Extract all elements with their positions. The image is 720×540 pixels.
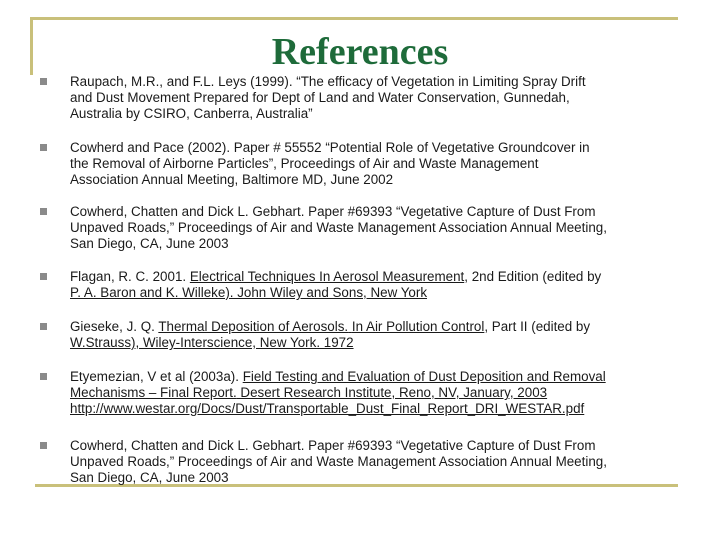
- reference-line: Australia by CSIRO, Canberra, Australia”: [70, 106, 313, 121]
- reference-line: [70, 269, 690, 285]
- reference-line: W.Strauss), Wiley-Interscience, New York. 1972: [70, 335, 354, 350]
- reference-item: [70, 269, 690, 301]
- bullet-icon: [40, 323, 47, 330]
- reference-item: [70, 369, 690, 417]
- bullet-icon: [40, 442, 47, 449]
- reference-text: , 2nd Edition (edited by: [464, 269, 602, 284]
- reference-line: Cowherd, Chatten and Dick L. Gebhart. Paper #69393 “Vegetative Capture of Dust From: [70, 438, 596, 453]
- reference-text: Flagan, R. C. 2001.: [70, 269, 190, 284]
- book-title: Electrical Techniques In Aerosol Measurement: [189, 269, 465, 284]
- bullet-icon: [40, 78, 47, 85]
- chapter-title: Thermal Deposition of Aerosols.: [158, 319, 349, 334]
- bullet-icon: [40, 273, 47, 280]
- frame-top-rule: [30, 17, 678, 20]
- reference-line: [70, 369, 690, 385]
- slide-title: References: [271, 31, 449, 73]
- reference-text: Etyemezian, V et al (2003a).: [70, 369, 243, 384]
- reference-line: Unpaved Roads,” Proceedings of Air and Waste Management Association Annual Meeting,: [70, 454, 607, 469]
- bullet-icon: [40, 208, 47, 215]
- reference-item: [70, 319, 690, 351]
- reference-line: [70, 385, 690, 401]
- reference-line: and Dust Movement Prepared for Dept of Land and Water Conservation, Gunnedah,: [70, 90, 570, 105]
- reference-text: Gieseke, J. Q.: [70, 319, 159, 334]
- reference-line: Association Annual Meeting, Baltimore MD, June 2002: [70, 172, 394, 187]
- reference-text: , Part II (edited by: [484, 319, 591, 334]
- reference-item: [70, 140, 690, 188]
- bullet-icon: [40, 373, 47, 380]
- reference-line: the Removal of Airborne Particles”, Proceedings of Air and Waste Management: [70, 156, 539, 171]
- reference-line: [70, 319, 690, 335]
- reference-item: [70, 438, 690, 486]
- reference-text: Desert Research Institute, Reno, NV, January, 2003: [236, 385, 548, 400]
- reference-item: [70, 204, 690, 252]
- report-title: Mechanisms – Final Report.: [70, 385, 237, 400]
- bullet-icon: [40, 144, 47, 151]
- reference-line: Cowherd, Chatten and Dick L. Gebhart. Paper #69393 “Vegetative Capture of Dust From: [70, 204, 596, 219]
- reference-line: Cowherd and Pace (2002). Paper # 55552 “Potential Role of Vegetative Groundcover in: [70, 140, 590, 155]
- reference-line: Raupach, M.R., and F.L. Leys (1999). “The efficacy of Vegetation in Limiting Spray Drift: [70, 74, 586, 89]
- reference-line: P. A. Baron and K. Willeke). John Wiley and Sons, New York: [70, 285, 428, 300]
- reference-item: [70, 74, 690, 122]
- report-title: Field Testing and Evaluation of Dust Deposition and Removal: [242, 369, 606, 384]
- book-title: In Air Pollution Control: [351, 319, 485, 334]
- report-link[interactable]: http://www.westar.org/Docs/Dust/Transportable_Dust_Final_Report_DRI_WESTAR.pdf: [70, 401, 585, 416]
- reference-line: San Diego, CA, June 2003: [70, 470, 229, 485]
- reference-line: Unpaved Roads,” Proceedings of Air and Waste Management Association Annual Meeting,: [70, 220, 607, 235]
- reference-line: San Diego, CA, June 2003: [70, 236, 229, 251]
